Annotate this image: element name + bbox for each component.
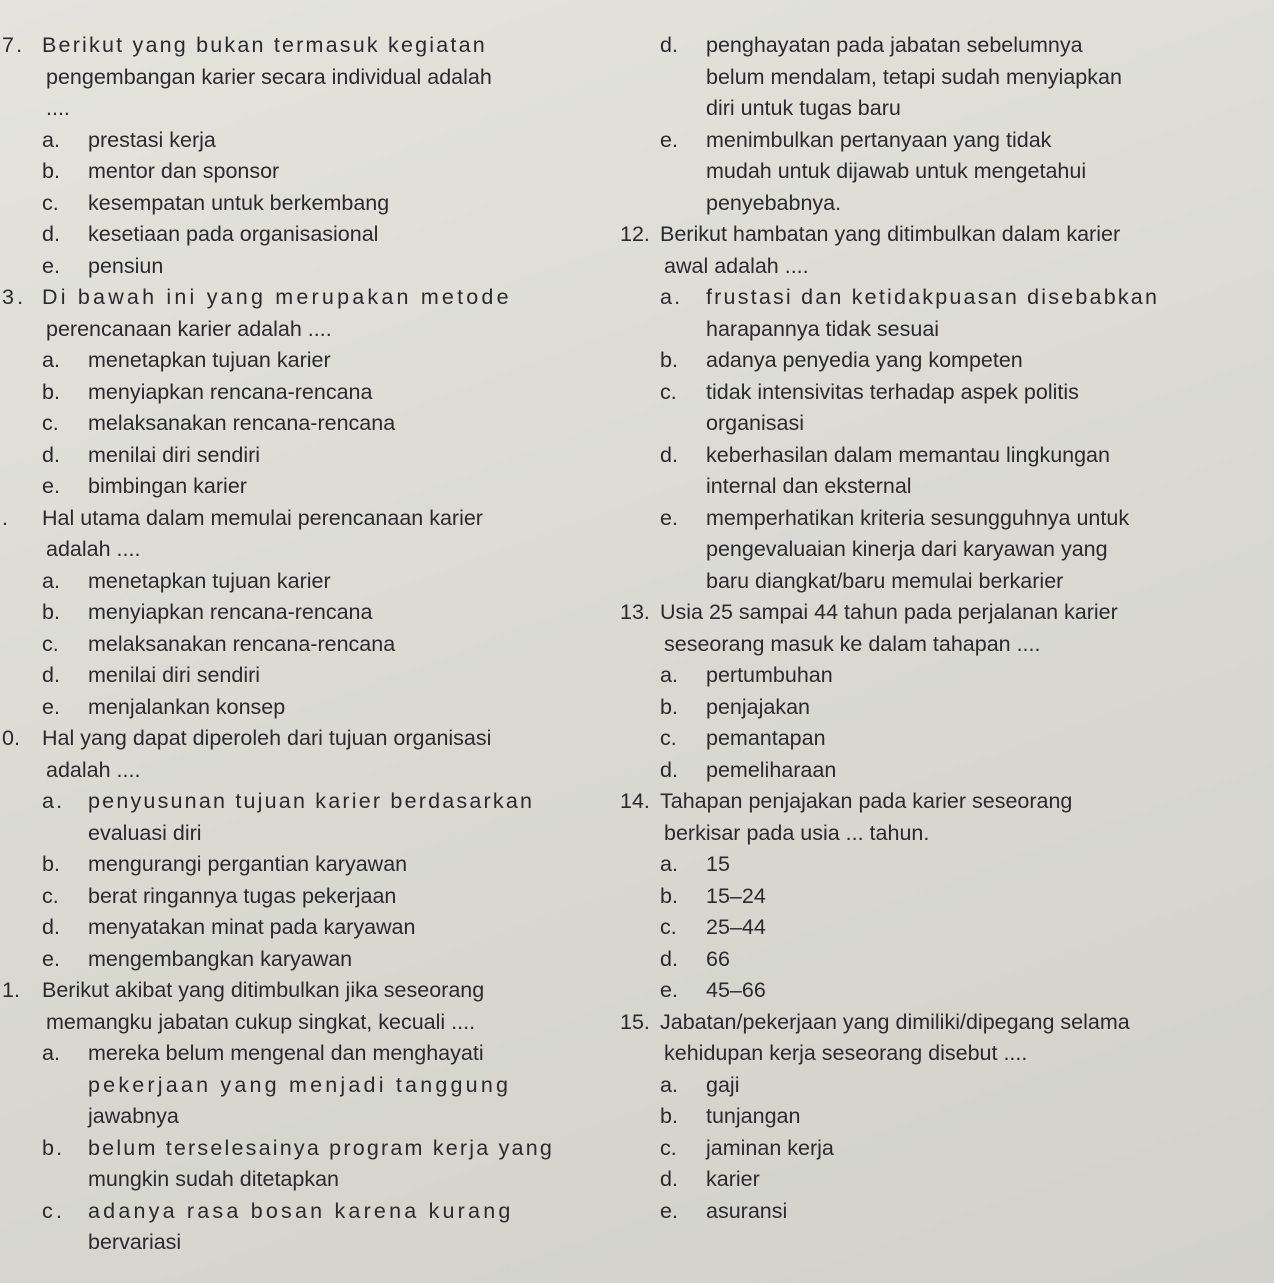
answer-option-text: penghayatan pada jabatan sebelumnya (706, 33, 1083, 57)
answer-option-label: e. (42, 694, 60, 719)
answer-option-line (2, 377, 602, 409)
question-number: . (2, 505, 8, 530)
answer-option-line (2, 1164, 602, 1196)
question-text-line (2, 755, 602, 787)
answer-option-line (620, 755, 1265, 787)
answer-option-line (2, 345, 602, 377)
question-q8 (2, 282, 602, 503)
answer-option-text: menetapkan tujuan karier (88, 568, 331, 593)
answer-option-text: penyebabnya. (706, 190, 842, 215)
answer-option-line (620, 912, 1265, 944)
question-continuation (620, 30, 1265, 219)
answer-option-text: mudah untuk dijawab untuk mengetahui (706, 159, 1087, 183)
answer-option-line (2, 219, 602, 251)
answer-option-line (2, 440, 602, 472)
answer-option-label: a. (660, 285, 683, 309)
answer-option-label: c. (660, 379, 677, 404)
answer-option-text: berat ringannya tugas pekerjaan (88, 883, 397, 908)
answer-option-text: organisasi (706, 411, 804, 435)
question-text-line (620, 1007, 1265, 1039)
question-text: Tahapan penjajakan pada karier seseorang (660, 789, 1073, 813)
answer-option-line (620, 314, 1265, 346)
question-text-line (620, 629, 1265, 661)
answer-option-line (620, 62, 1265, 94)
answer-option-text: gaji (706, 1072, 740, 1097)
answer-option-label: a. (42, 789, 65, 813)
question-text-line (620, 597, 1265, 629)
answer-option-label: d. (42, 915, 60, 939)
answer-option-text: jawabnya (88, 1104, 179, 1128)
answer-option-label: b. (42, 600, 60, 624)
answer-option-line (620, 534, 1265, 566)
answer-option-label: d. (42, 663, 60, 687)
question-text: memangku jabatan cukup singkat, kecuali .... (46, 1009, 476, 1034)
answer-option-label: c. (660, 726, 677, 750)
answer-option-label: c. (42, 631, 59, 656)
answer-option-line (620, 692, 1265, 724)
answer-option-text: frustasi dan ketidakpuasan disebabkan (706, 285, 1160, 309)
answer-option-label: d. (660, 757, 678, 782)
question-text: perencanaan karier adalah .... (46, 316, 332, 341)
answer-option-text: bimbingan karier (88, 474, 247, 498)
question-text-line (620, 786, 1265, 818)
answer-option-line (620, 1070, 1265, 1102)
question-text: seseorang masuk ke dalam tahapan .... (664, 631, 1041, 656)
question-q11 (2, 975, 602, 1259)
question-text: Jabatan/pekerjaan yang dimiliki/dipegang selama (660, 1009, 1130, 1034)
answer-option-text: 15–24 (706, 883, 766, 908)
answer-option-text: melaksanakan rencana-rencana (88, 631, 396, 656)
answer-option-label: c. (42, 190, 59, 215)
question-text: Di bawah ini yang merupakan metode (42, 285, 512, 309)
answer-option-label: b. (660, 883, 678, 908)
answer-option-line (620, 975, 1265, 1007)
answer-option-line (2, 849, 602, 881)
question-text: adalah .... (46, 757, 141, 782)
answer-option-label: d. (42, 442, 60, 467)
answer-option-line (2, 912, 602, 944)
answer-option-text: menetapkan tujuan karier (88, 348, 331, 372)
answer-option-label: b. (42, 852, 60, 876)
answer-option-text: melaksanakan rencana-rencana (88, 411, 396, 435)
question-text: kehidupan kerja seseorang disebut .... (664, 1041, 1028, 1065)
answer-option-text: kesempatan untuk berkembang (88, 190, 390, 215)
answer-option-text: belum mendalam, tetapi sudah menyiapkan (706, 64, 1122, 89)
question-number: 1. (2, 978, 20, 1002)
answer-option-text: baru diangkat/baru memulai berkarier (706, 568, 1064, 593)
answer-option-label: a. (660, 1072, 678, 1097)
answer-option-line (2, 1196, 602, 1228)
question-text: Berikut yang bukan termasuk kegiatan (42, 33, 487, 57)
answer-option-text: menyatakan minat pada karyawan (88, 915, 416, 939)
left-column (2, 30, 602, 1259)
answer-option-line (620, 1196, 1265, 1228)
question-text-line (2, 62, 602, 94)
answer-option-line (620, 1164, 1265, 1196)
answer-option-line (2, 566, 602, 598)
question-text-line (2, 503, 602, 535)
question-text: adalah .... (46, 537, 141, 561)
answer-option-line (2, 786, 602, 818)
answer-option-label: a. (42, 1041, 60, 1065)
answer-option-line (2, 188, 602, 220)
answer-option-text: kesetiaan pada organisasional (88, 222, 379, 246)
answer-option-line (2, 156, 602, 188)
answer-option-line (2, 944, 602, 976)
answer-option-line (620, 408, 1265, 440)
answer-option-text: menyiapkan rencana-rencana (88, 600, 373, 624)
question-text: awal adalah .... (664, 253, 809, 278)
question-number: 12. (620, 222, 650, 246)
question-q9 (2, 503, 602, 724)
answer-option-text: jaminan kerja (706, 1135, 834, 1160)
question-text: Hal utama dalam memulai perencanaan karier (42, 505, 483, 530)
question-number: 7. (2, 33, 25, 57)
question-number: 3. (2, 285, 27, 309)
answer-option-line (2, 1133, 602, 1165)
answer-option-text: menilai diri sendiri (88, 442, 261, 467)
question-text-line (620, 818, 1265, 850)
question-text: Usia 25 sampai 44 tahun pada perjalanan karier (660, 600, 1118, 624)
answer-option-label: c. (660, 915, 677, 939)
answer-option-text: 15 (706, 852, 730, 876)
answer-option-text: karier (706, 1167, 760, 1191)
answer-option-line (620, 881, 1265, 913)
answer-option-label: a. (660, 663, 678, 687)
answer-option-text: menilai diri sendiri (88, 663, 261, 687)
answer-option-line (2, 125, 602, 157)
answer-option-text: menjalankan konsep (88, 694, 286, 719)
answer-option-line (2, 660, 602, 692)
question-text: Hal yang dapat diperoleh dari tujuan organisasi (42, 726, 492, 750)
answer-option-text: tidak intensivitas terhadap aspek politis (706, 379, 1079, 404)
question-text-line (620, 251, 1265, 283)
answer-option-line (620, 723, 1265, 755)
answer-option-line (620, 660, 1265, 692)
answer-option-text: internal dan eksternal (706, 474, 912, 498)
answer-option-text: belum terselesainya program kerja yang (88, 1135, 555, 1160)
answer-option-text: menimbulkan pertanyaan yang tidak (706, 127, 1052, 152)
question-text-line (2, 30, 602, 62)
answer-option-line (620, 440, 1265, 472)
answer-option-text: evaluasi diri (88, 820, 202, 845)
answer-option-label: c. (660, 1135, 677, 1160)
answer-option-label: d. (42, 222, 60, 246)
answer-option-line (2, 408, 602, 440)
answer-option-text: pekerjaan yang menjadi tanggung (88, 1072, 512, 1097)
answer-option-line (620, 282, 1265, 314)
answer-option-line (620, 345, 1265, 377)
answer-option-label: a. (42, 348, 60, 372)
question-text-line (2, 282, 602, 314)
answer-option-text: tunjangan (706, 1104, 801, 1128)
question-text: pengembangan karier secara individual adalah (46, 64, 492, 89)
answer-option-line (620, 944, 1265, 976)
answer-option-label: c. (42, 883, 59, 908)
question-text-line (2, 314, 602, 346)
answer-option-label: e. (660, 1198, 678, 1223)
answer-option-line (2, 1101, 602, 1133)
answer-option-label: e. (660, 127, 678, 152)
answer-option-line (620, 1101, 1265, 1133)
answer-option-label: b. (660, 348, 678, 372)
question-q13 (620, 597, 1265, 786)
question-q12 (620, 219, 1265, 597)
question-text: Berikut hambatan yang ditimbulkan dalam karier (660, 222, 1121, 246)
answer-option-text: pertumbuhan (706, 663, 833, 687)
answer-option-text: adanya penyedia yang kompeten (706, 348, 1023, 372)
answer-option-label: b. (660, 1104, 678, 1128)
answer-option-text: bervariasi (88, 1230, 182, 1254)
answer-option-text: menyiapkan rencana-rencana (88, 379, 373, 404)
answer-option-text: prestasi kerja (88, 127, 216, 152)
answer-option-label: d. (660, 442, 678, 467)
answer-option-text: pemantapan (706, 726, 826, 750)
answer-option-text: adanya rasa bosan karena kurang (88, 1198, 514, 1223)
answer-option-text: diri untuk tugas baru (706, 96, 901, 120)
answer-option-text: penyusunan tujuan karier berdasarkan (88, 789, 535, 813)
answer-option-text: 45–66 (706, 978, 766, 1002)
answer-option-line (2, 471, 602, 503)
answer-option-line (620, 471, 1265, 503)
answer-option-text: mengembangkan karyawan (88, 946, 353, 971)
question-text: .... (46, 96, 70, 120)
answer-option-label: e. (660, 978, 678, 1002)
answer-option-label: e. (42, 253, 60, 278)
answer-option-label: a. (42, 568, 60, 593)
question-text-line (2, 975, 602, 1007)
question-text: Berikut akibat yang ditimbulkan jika seseorang (42, 978, 485, 1002)
answer-option-label: a. (660, 852, 678, 876)
answer-option-line (2, 818, 602, 850)
right-column (620, 30, 1265, 1227)
answer-option-text: memperhatikan kriteria sesungguhnya untuk (706, 505, 1130, 530)
answer-option-label: b. (42, 159, 60, 183)
question-q7 (2, 30, 602, 282)
answer-option-line (620, 30, 1265, 62)
answer-option-line (2, 881, 602, 913)
answer-option-line (2, 251, 602, 283)
question-q10 (2, 723, 602, 975)
answer-option-line (2, 692, 602, 724)
question-number: 15. (620, 1009, 650, 1034)
answer-option-text: keberhasilan dalam memantau lingkungan (706, 442, 1110, 467)
answer-option-text: pengevaluaian kinerja dari karyawan yang (706, 537, 1108, 561)
answer-option-label: e. (42, 946, 60, 971)
question-text-line (620, 1038, 1265, 1070)
answer-option-label: c. (42, 411, 59, 435)
answer-option-text: 66 (706, 946, 730, 971)
question-text-line (2, 1007, 602, 1039)
answer-option-text: pensiun (88, 253, 164, 278)
answer-option-line (620, 1133, 1265, 1165)
question-number: 14. (620, 789, 650, 813)
answer-option-text: mentor dan sponsor (88, 159, 280, 183)
answer-option-label: a. (42, 127, 60, 152)
answer-option-line (2, 1227, 602, 1259)
answer-option-line (620, 93, 1265, 125)
question-q14 (620, 786, 1265, 1007)
answer-option-line (2, 597, 602, 629)
answer-option-label: b. (42, 379, 60, 404)
answer-option-line (620, 377, 1265, 409)
question-q15 (620, 1007, 1265, 1228)
answer-option-line (620, 125, 1265, 157)
question-number: 0. (2, 726, 20, 750)
answer-option-label: b. (660, 694, 678, 719)
question-text-line (620, 219, 1265, 251)
answer-option-line (2, 629, 602, 661)
answer-option-line (620, 503, 1265, 535)
answer-option-line (620, 156, 1265, 188)
answer-option-text: pemeliharaan (706, 757, 837, 782)
answer-option-text: harapannya tidak sesuai (706, 316, 940, 341)
answer-option-line (620, 566, 1265, 598)
answer-option-line (2, 1070, 602, 1102)
answer-option-label: c. (42, 1198, 66, 1223)
question-text-line (2, 534, 602, 566)
answer-option-line (620, 849, 1265, 881)
answer-option-label: d. (660, 1167, 678, 1191)
answer-option-text: asuransi (706, 1198, 788, 1223)
answer-option-text: mereka belum mengenal dan menghayati (88, 1041, 484, 1065)
answer-option-label: d. (660, 946, 678, 971)
question-text-line (2, 723, 602, 755)
answer-option-label: b. (42, 1135, 65, 1160)
answer-option-label: e. (42, 474, 60, 498)
answer-option-line (620, 188, 1265, 220)
answer-option-label: d. (660, 33, 678, 57)
question-number: 13. (620, 600, 650, 624)
question-text: berkisar pada usia ... tahun. (664, 820, 930, 845)
answer-option-label: e. (660, 505, 678, 530)
answer-option-text: mengurangi pergantian karyawan (88, 852, 408, 876)
answer-option-line (2, 1038, 602, 1070)
question-text-line (2, 93, 602, 125)
answer-option-text: penjajakan (706, 694, 811, 719)
answer-option-text: mungkin sudah ditetapkan (88, 1167, 340, 1191)
answer-option-text: 25–44 (706, 915, 766, 939)
